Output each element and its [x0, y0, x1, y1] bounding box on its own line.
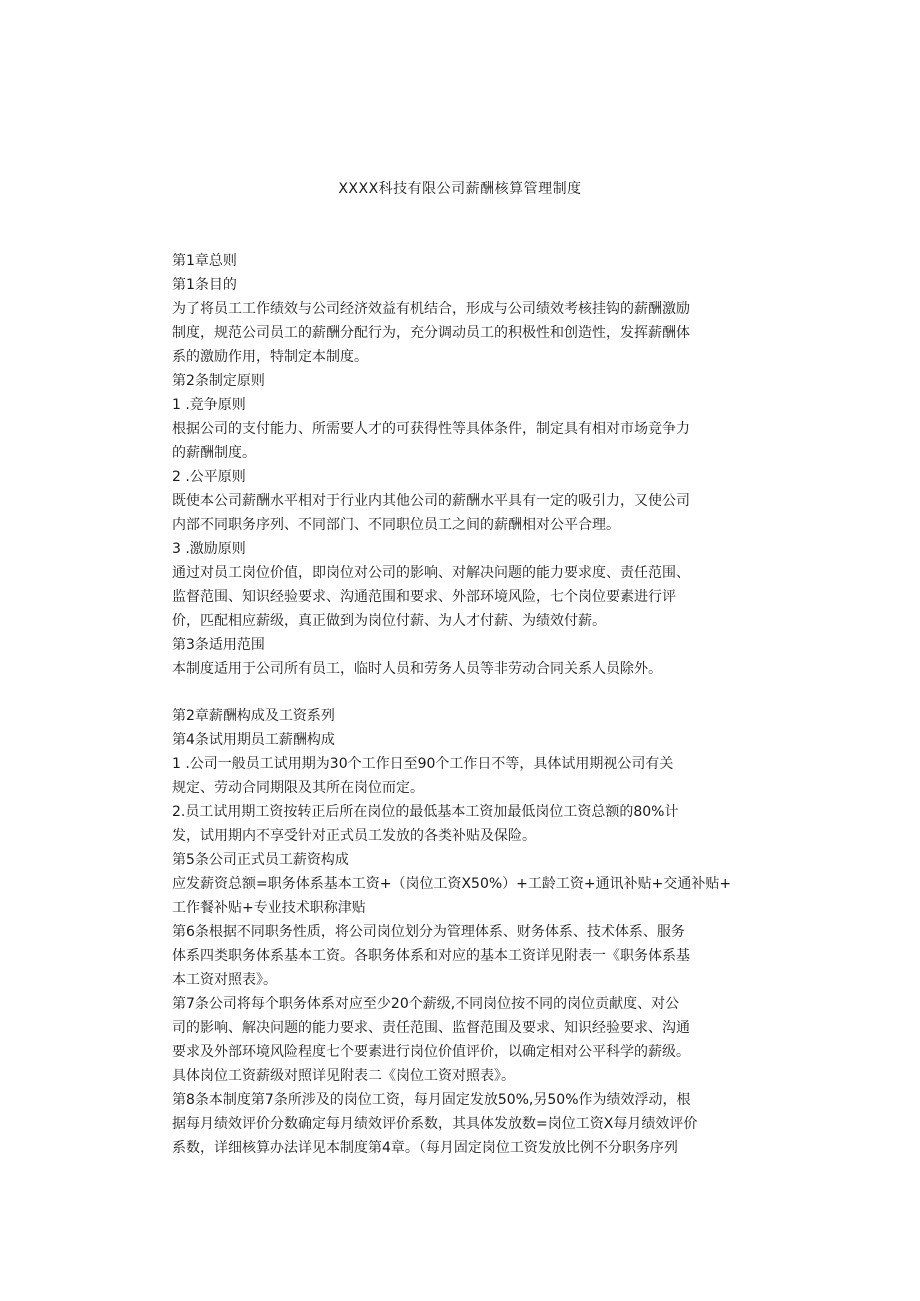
paragraph-line: 规定、劳动合同期限及其所在岗位而定。: [172, 780, 424, 796]
paragraph-line: 具体岗位工资薪级对照详见附表二《岗位工资对照表》。: [172, 1068, 515, 1084]
paragraph-line: 制度，规范公司员工的薪酬分配行为，充分调动员工的积极性和创造性，发挥薪酬体: [172, 325, 690, 341]
paragraph-line: 2.员工试用期工资按转正后所在岗位的最低基本工资加最低岗位工资总额的80%计: [172, 804, 679, 820]
paragraph-line: 内部不同职务序列、不同部门、不同职位员工之间的薪酬相对公平合理。: [172, 517, 620, 533]
paragraph-line: 工作餐补贴+专业技术职称津贴: [172, 900, 366, 916]
paragraph-line: 第6条根据不同职务性质，将公司岗位划分为管理体系、财务体系、技术体系、服务: [172, 924, 685, 940]
paragraph-line: 体系四类职务体系基本工资。各职务体系和对应的基本工资详见附表一《职务体系基: [172, 948, 690, 964]
article-heading: 第4条试用期员工薪酬构成: [172, 732, 335, 748]
list-item-heading: 3 .激励原则: [172, 541, 246, 557]
paragraph-line: 发，试用期内不享受针对正式员工发放的各类补贴及保险。: [172, 828, 536, 844]
article-heading: 第3条适用范围: [172, 637, 265, 653]
paragraph-line: 第7条公司将每个职务体系对应至少20个薪级,不同岗位按不同的岗位贡献度、对公: [172, 996, 680, 1012]
document-title: XXXX科技有限公司薪酬核算管理制度: [338, 181, 582, 197]
article-heading: 第5条公司正式员工薪资构成: [172, 852, 349, 868]
paragraph-line: 既使本公司薪酬水平相对于行业内其他公司的薪酬水平具有一定的吸引力，又使公司: [172, 493, 690, 509]
paragraph-line: 为了将员工工作绩效与公司经济效益有机结合，形成与公司绩效考核挂钩的薪酬激励: [172, 301, 690, 317]
paragraph-line: 要求及外部环境风险程度七个要素进行岗位价值评价，以确定相对公平科学的薪级。: [172, 1044, 690, 1060]
paragraph-line: 系的激励作用，特制定本制度。: [172, 349, 368, 365]
paragraph-line: 1 .公司一般员工试用期为30个工作日至90个工作日不等，具体试用期视公司有关: [172, 756, 674, 772]
paragraph-line: 根据公司的支付能力、所需要人才的可获得性等具体条件，制定具有相对市场竞争力: [172, 421, 690, 437]
article-heading: 第1条目的: [172, 277, 237, 293]
document-body: [172, 249, 750, 1160]
paragraph-line: 本工资对照表》。: [172, 972, 277, 988]
paragraph-line: 的薪酬制度。: [172, 445, 256, 461]
paragraph-line: 第8条本制度第7条所涉及的岗位工资，每月固定发放50%,另50%作为绩效浮动，根: [172, 1092, 691, 1108]
list-item-heading: 2 .公平原则: [172, 469, 246, 485]
paragraph-line: 通过对员工岗位价值，即岗位对公司的影响、对解决问题的能力要求度、责任范围、: [172, 565, 690, 581]
paragraph-line: 系数，详细核算办法详见本制度第4章。（每月固定岗位工资发放比例不分职务序列: [172, 1140, 678, 1156]
paragraph-line: 监督范围、知识经验要求、沟通范围和要求、外部环境风险，七个岗位要素进行评: [172, 589, 676, 605]
article-heading: 第2条制定原则: [172, 373, 265, 389]
list-item-heading: 1 .竞争原则: [172, 397, 246, 413]
paragraph-line: 价，匹配相应薪级，真正做到为岗位付薪、为人才付薪、为绩效付薪。: [172, 613, 606, 629]
chapter-heading: 第2章薪酬构成及工资系列: [172, 708, 335, 724]
paragraph-line: 应发薪资总额=职务体系基本工资+（岗位工资X50%）+工龄工资+通讯补贴+交通补贴+: [172, 876, 732, 892]
section-spacer: [172, 681, 750, 704]
paragraph-line: 司的影响、解决问题的能力要求、责任范围、监督范围及要求、知识经验要求、沟通: [172, 1020, 690, 1036]
paragraph-line: 据每月绩效评价分数确定每月绩效评价系数，其具体发放数=岗位工资X每月绩效评价: [172, 1116, 698, 1132]
chapter-heading: 第1章总则: [172, 253, 237, 269]
paragraph-line: 本制度适用于公司所有员工，临时人员和劳务人员等非劳动合同关系人员除外。: [172, 661, 662, 677]
